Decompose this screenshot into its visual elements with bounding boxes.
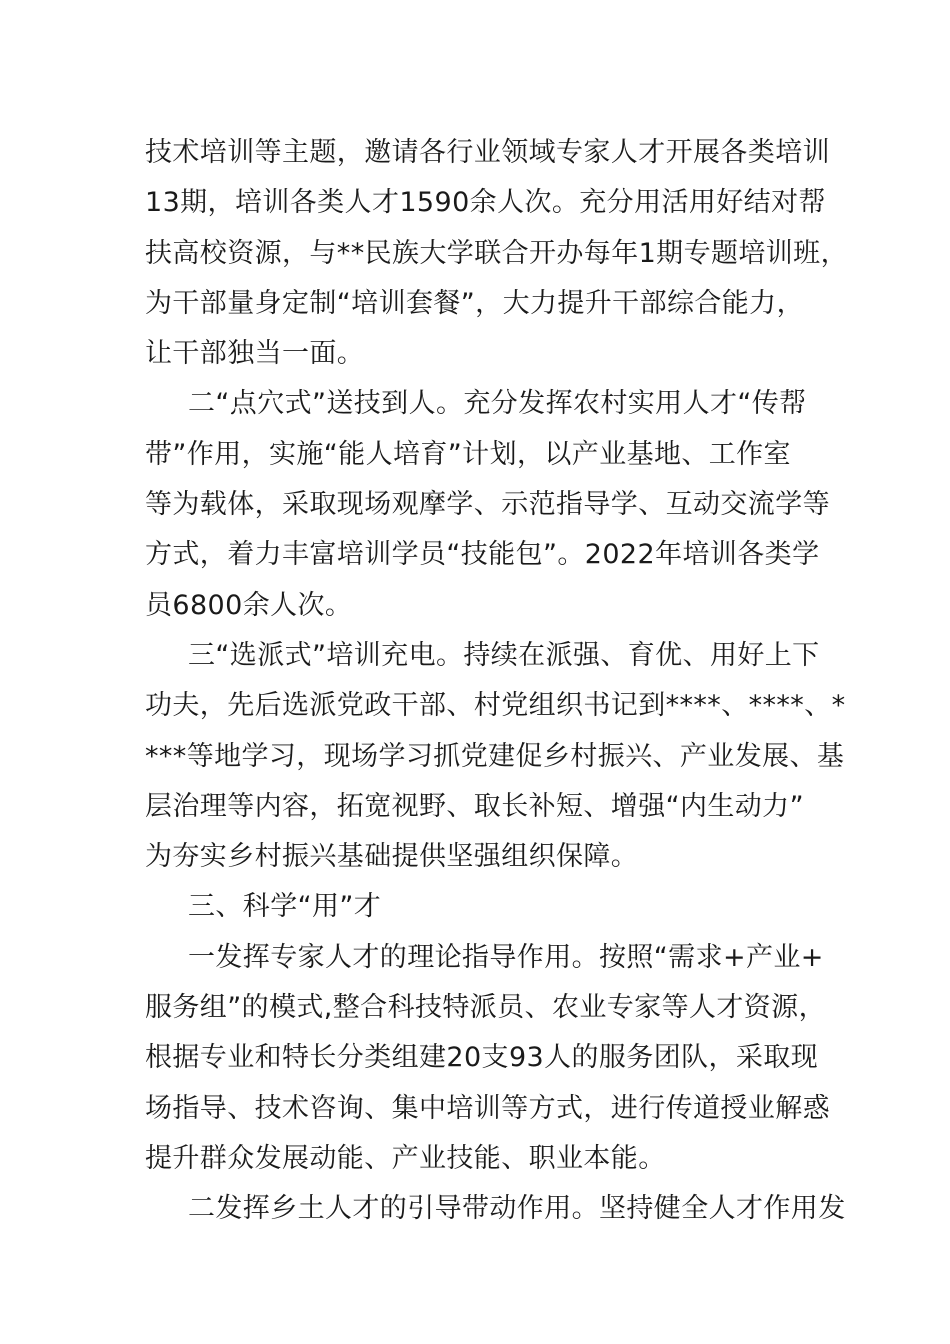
text-line-15: 为夯实乡村振兴基础提供坚强组织保障。 [145, 841, 639, 873]
body-text [145, 128, 848, 1235]
text-line-11: 三“选派式”培训充电。持续在派强、育优、用好上下 [188, 639, 820, 671]
text-line-1: 技术培训等主题，邀请各行业领域专家人才开展各类培训 [145, 137, 830, 168]
text-line-10: 员6800余人次。 [145, 589, 353, 621]
text-line-8: 等为载体，采取现场观摩学、示范指导学、互动交流学等 [145, 489, 830, 521]
text-line-5: 让干部独当一面。 [145, 338, 365, 370]
text-line-6: 二“点穴式”送技到人。充分发挥农村实用人才“传帮 [188, 388, 807, 420]
text-line-20: 场指导、技术咨询、集中培训等方式，进行传道授业解惑 [145, 1092, 830, 1124]
text-line-14: 层治理等内容，拓宽视野、取长补短、增强“内生动力” [145, 790, 804, 822]
text-line-4: 为干部量身定制“培训套餐”，大力提升干部综合能力， [145, 287, 804, 319]
text-line-3: 扶高校资源，与**民族大学联合开办每年1期专题培训班， [145, 237, 848, 269]
text-line-18: 服务组”的模式,整合科技特派员、农业专家等人才资源， [145, 992, 826, 1024]
text-line-17: 一发挥专家人才的理论指导作用。按照“需求+产业+ [188, 941, 824, 973]
text-line-9: 方式，着力丰富培训学员“技能包”。2022年培训各类学 [145, 539, 820, 571]
text-line-19: 根据专业和特长分类组建20支93人的服务团队，采取现 [145, 1042, 819, 1074]
text-line-2: 13期，培训各类人才1590余人次。充分用活用好结对帮 [145, 187, 826, 219]
text-line-13: ***等地学习，现场学习抓党建促乡村振兴、产业发展、基 [145, 740, 845, 772]
text-line-21: 提升群众发展动能、产业技能、职业本能。 [145, 1142, 666, 1174]
text-line-7: 带”作用，实施“能人培育”计划，以产业基地、工作室 [145, 438, 791, 470]
text-line-12: 功夫，先后选派党政干部、村党组织书记到****、****、* [145, 690, 846, 722]
section-heading: 三、科学“用”才 [188, 891, 382, 923]
text-line-22: 二发挥乡土人才的引导带动作用。坚持健全人才作用发 [188, 1193, 846, 1225]
